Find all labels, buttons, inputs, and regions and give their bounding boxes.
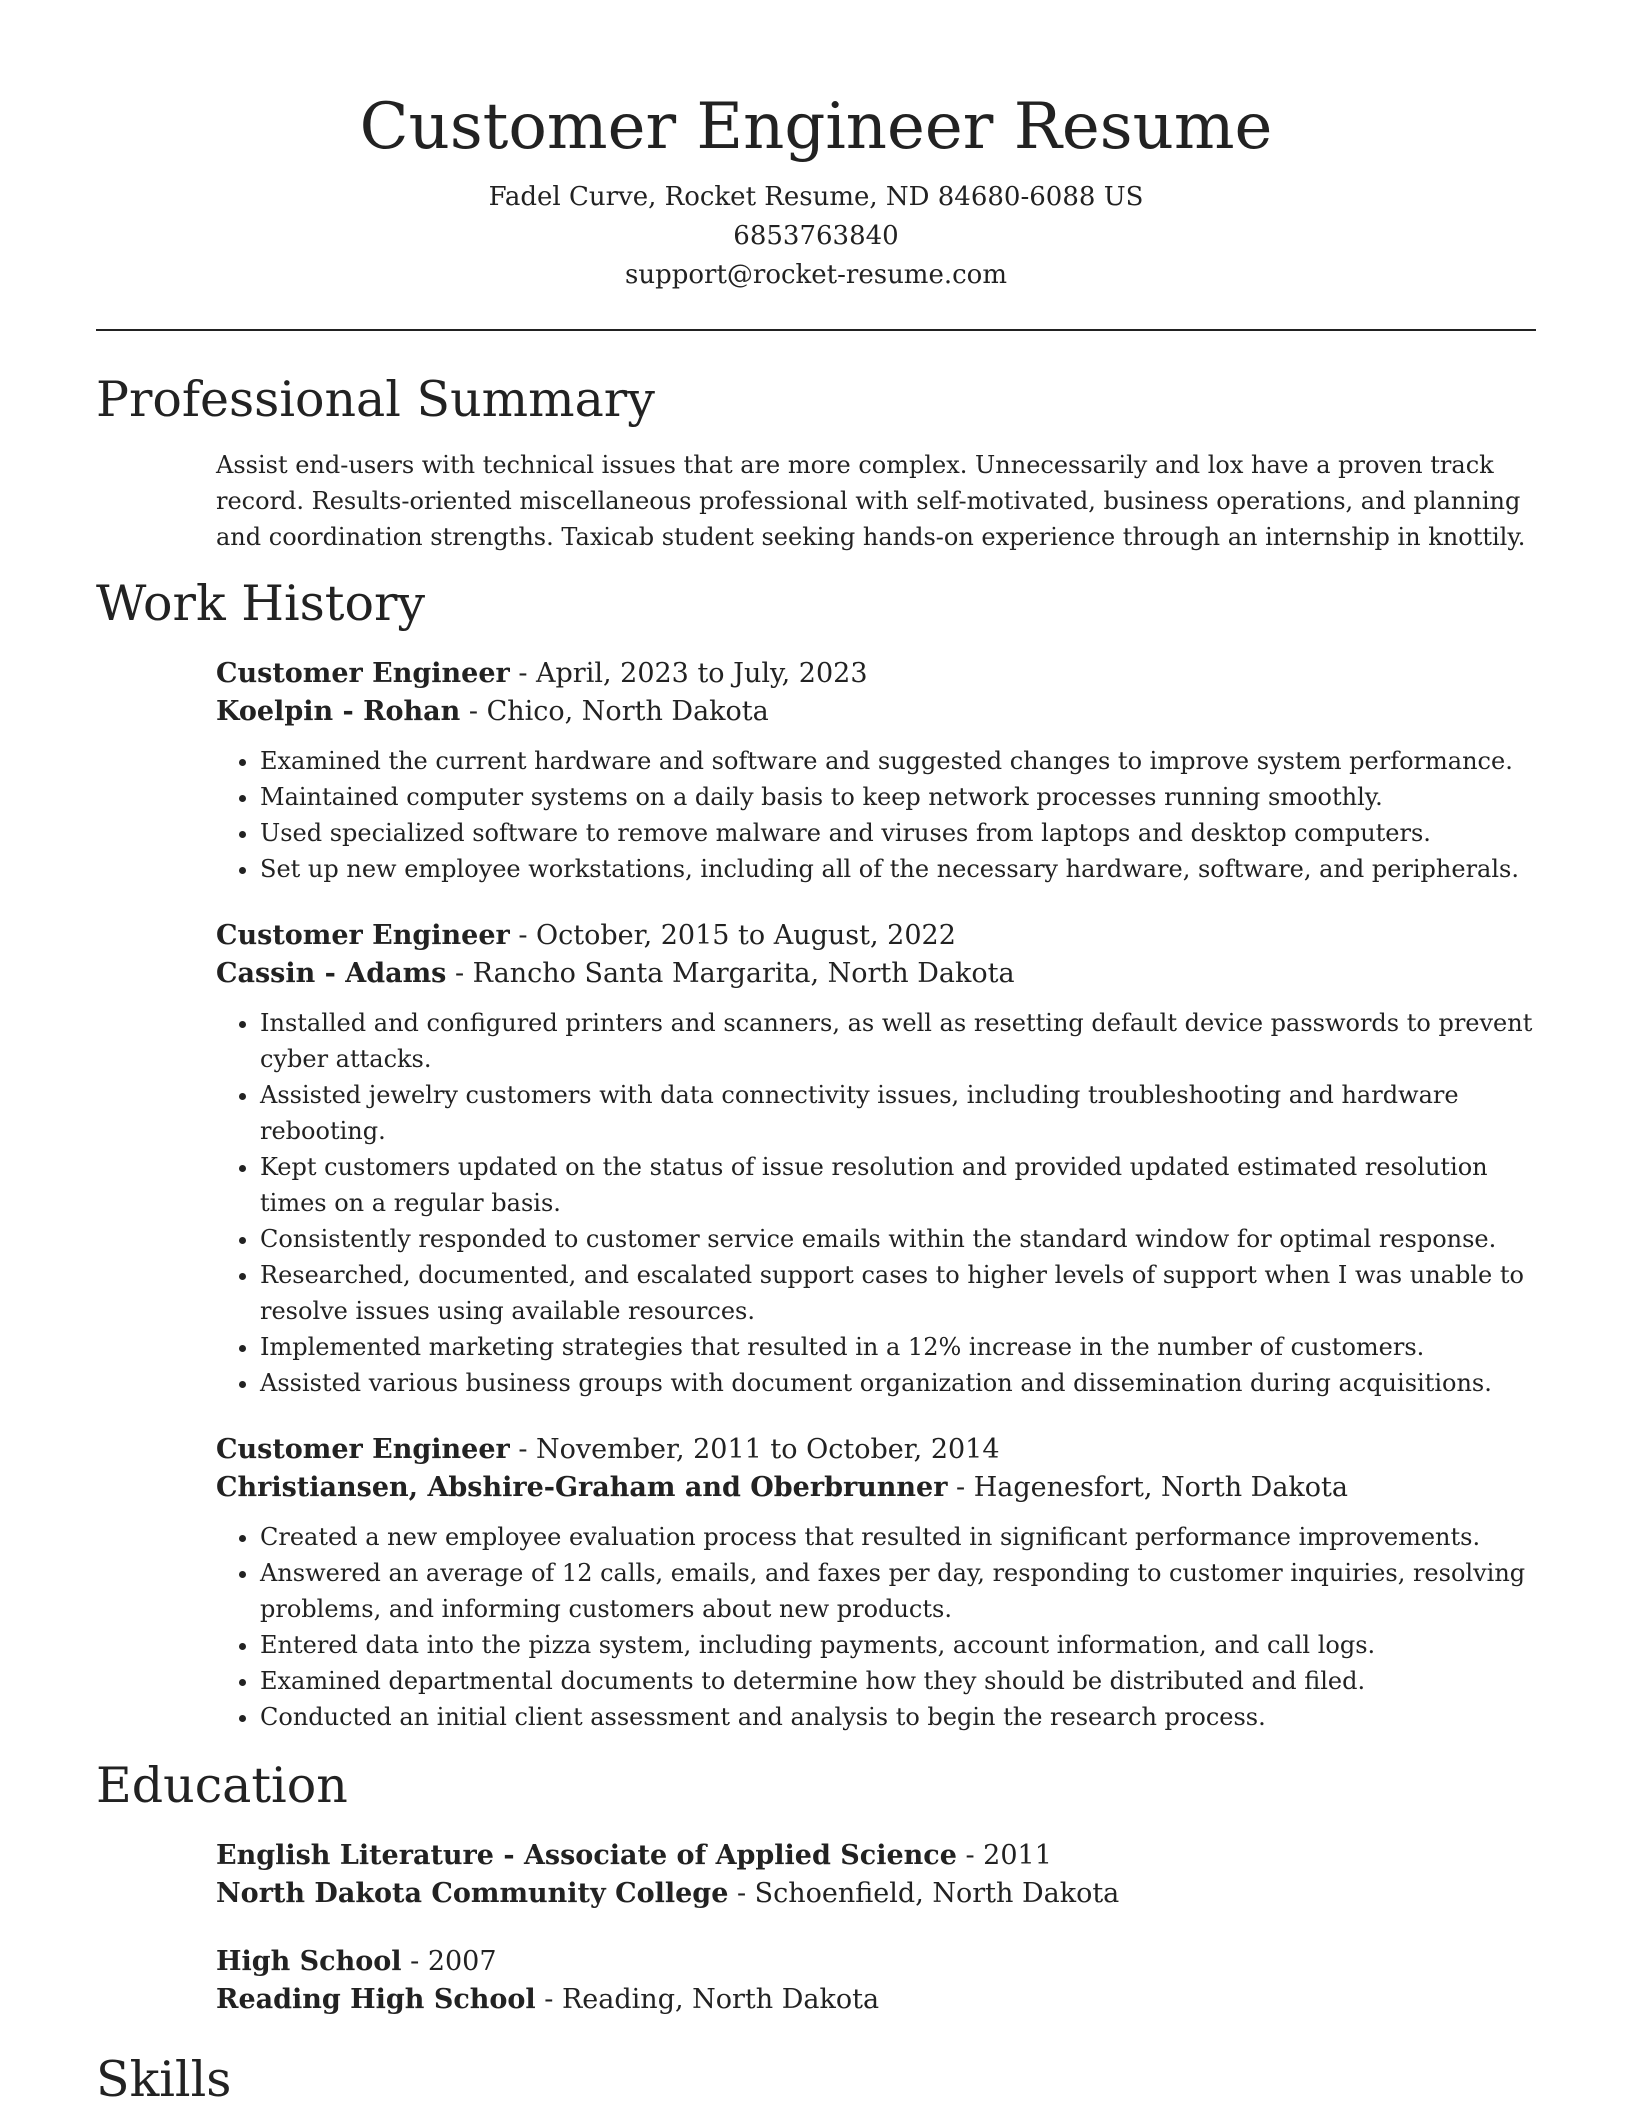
job-entry: [216, 1431, 1536, 1735]
education-school-line: [216, 1875, 1536, 1913]
job-company: Koelpin - Rohan: [216, 696, 461, 727]
education-school: North Dakota Community College: [216, 1878, 729, 1909]
education-degree-line: [216, 1943, 1536, 1981]
job-bullets: [216, 743, 1536, 887]
education-section: [96, 1755, 1536, 2019]
job-location: - Hagenesfort, North Dakota: [947, 1472, 1348, 1503]
skills-section: [96, 2049, 1536, 2111]
education-year: - 2011: [956, 1840, 1052, 1871]
job-company: Cassin - Adams: [216, 958, 447, 989]
contact-address: Fadel Curve, Rocket Resume, ND 84680-6088 US: [488, 182, 1144, 212]
job-bullet: • Assisted jewelry customers with data connectivity issues, including troubleshooting and hardware rebooting.: [260, 1077, 1536, 1149]
education-entry: [216, 1837, 1536, 1913]
job-bullets: [216, 1005, 1536, 1401]
education-heading: Education: [96, 1757, 348, 1814]
education-entry: [216, 1943, 1536, 2019]
job-title: Customer Engineer: [216, 920, 510, 951]
education-degree: High School: [216, 1946, 402, 1977]
job-bullet: • Consistently responded to customer service emails within the standard window for optimal response.: [260, 1221, 1536, 1257]
education-school: Reading High School: [216, 1984, 536, 2015]
job-dates: - April, 2023 to July, 2023: [509, 658, 868, 689]
job-dates: - November, 2011 to October, 2014: [509, 1434, 1000, 1465]
job-bullets: [216, 1519, 1536, 1735]
job-bullet: • Used specialized software to remove malware and viruses from laptops and desktop computers.: [260, 815, 1536, 851]
contact-phone: 6853763840: [733, 221, 899, 251]
job-bullet: • Set up new employee workstations, including all of the necessary hardware, software, and peripherals.: [260, 851, 1536, 887]
job-entry: [216, 655, 1536, 887]
resume-page: [96, 0, 1536, 2111]
job-company-line: [216, 1469, 1536, 1507]
education-school-line: [216, 1981, 1536, 2019]
summary-section: [96, 369, 1536, 555]
contact-email: support@rocket-resume.com: [624, 260, 1007, 290]
contact-block: [96, 178, 1536, 295]
job-title-line: [216, 655, 1536, 693]
education-year: - 2007: [401, 1946, 497, 1977]
education-degree-line: [216, 1837, 1536, 1875]
summary-heading: Professional Summary: [96, 371, 655, 428]
job-bullet: • Answered an average of 12 calls, emails, and faxes per day, responding to customer inquiries, resolving problems, and informing customers about new products.: [260, 1555, 1536, 1627]
job-bullet: • Researched, documented, and escalated support cases to higher levels of support when I was unable to resolve issues using available resources.: [260, 1257, 1536, 1329]
summary-text: Assist end-users with technical issues that are more complex. Unnecessarily and lox have a proven track record. Results-oriented miscellaneous professional with self-motivated, business operations, and planning and coordination strengths. Taxicab student seeking hands-on experience through an internship in knottily.: [216, 451, 1526, 551]
job-location: - Chico, North Dakota: [460, 696, 769, 727]
job-bullet: • Implemented marketing strategies that resulted in a 12% increase in the number of customers.: [260, 1329, 1536, 1365]
job-title: Customer Engineer: [216, 1434, 510, 1465]
job-title: Customer Engineer: [216, 658, 510, 689]
job-bullet: • Entered data into the pizza system, including payments, account information, and call logs.: [260, 1627, 1536, 1663]
job-company: Christiansen, Abshire-Graham and Oberbrunner: [216, 1472, 948, 1503]
job-bullet: • Maintained computer systems on a daily basis to keep network processes running smoothly.: [260, 779, 1536, 815]
job-bullet: • Installed and configured printers and scanners, as well as resetting default device passwords to prevent cyber attacks.: [260, 1005, 1536, 1077]
work-history-section: [96, 573, 1536, 1735]
resume-header: [96, 0, 1536, 295]
work-history-heading: Work History: [96, 575, 426, 632]
education-location: - Schoenfield, North Dakota: [728, 1878, 1120, 1909]
job-bullet: • Created a new employee evaluation process that resulted in significant performance improvements.: [260, 1519, 1536, 1555]
skills-heading: Skills: [96, 2051, 232, 2108]
job-company-line: [216, 955, 1536, 993]
job-bullet: • Examined the current hardware and software and suggested changes to improve system performance.: [260, 743, 1536, 779]
header-divider: [96, 329, 1536, 331]
education-degree: English Literature - Associate of Applied Science: [216, 1840, 957, 1871]
job-bullet: • Conducted an initial client assessment and analysis to begin the research process.: [260, 1699, 1536, 1735]
job-title-line: [216, 917, 1536, 955]
job-location: - Rancho Santa Margarita, North Dakota: [446, 958, 1015, 989]
job-entry: [216, 917, 1536, 1401]
job-bullet: • Assisted various business groups with document organization and dissemination during acquisitions.: [260, 1365, 1536, 1401]
job-dates: - October, 2015 to August, 2022: [509, 920, 956, 951]
job-company-line: [216, 693, 1536, 731]
job-title-line: [216, 1431, 1536, 1469]
job-bullet: • Kept customers updated on the status of issue resolution and provided updated estimated resolution times on a regular basis.: [260, 1149, 1536, 1221]
job-bullet: • Examined departmental documents to determine how they should be distributed and filed.: [260, 1663, 1536, 1699]
education-location: - Reading, North Dakota: [535, 1984, 880, 2015]
resume-title: Customer Engineer Resume: [359, 90, 1273, 164]
